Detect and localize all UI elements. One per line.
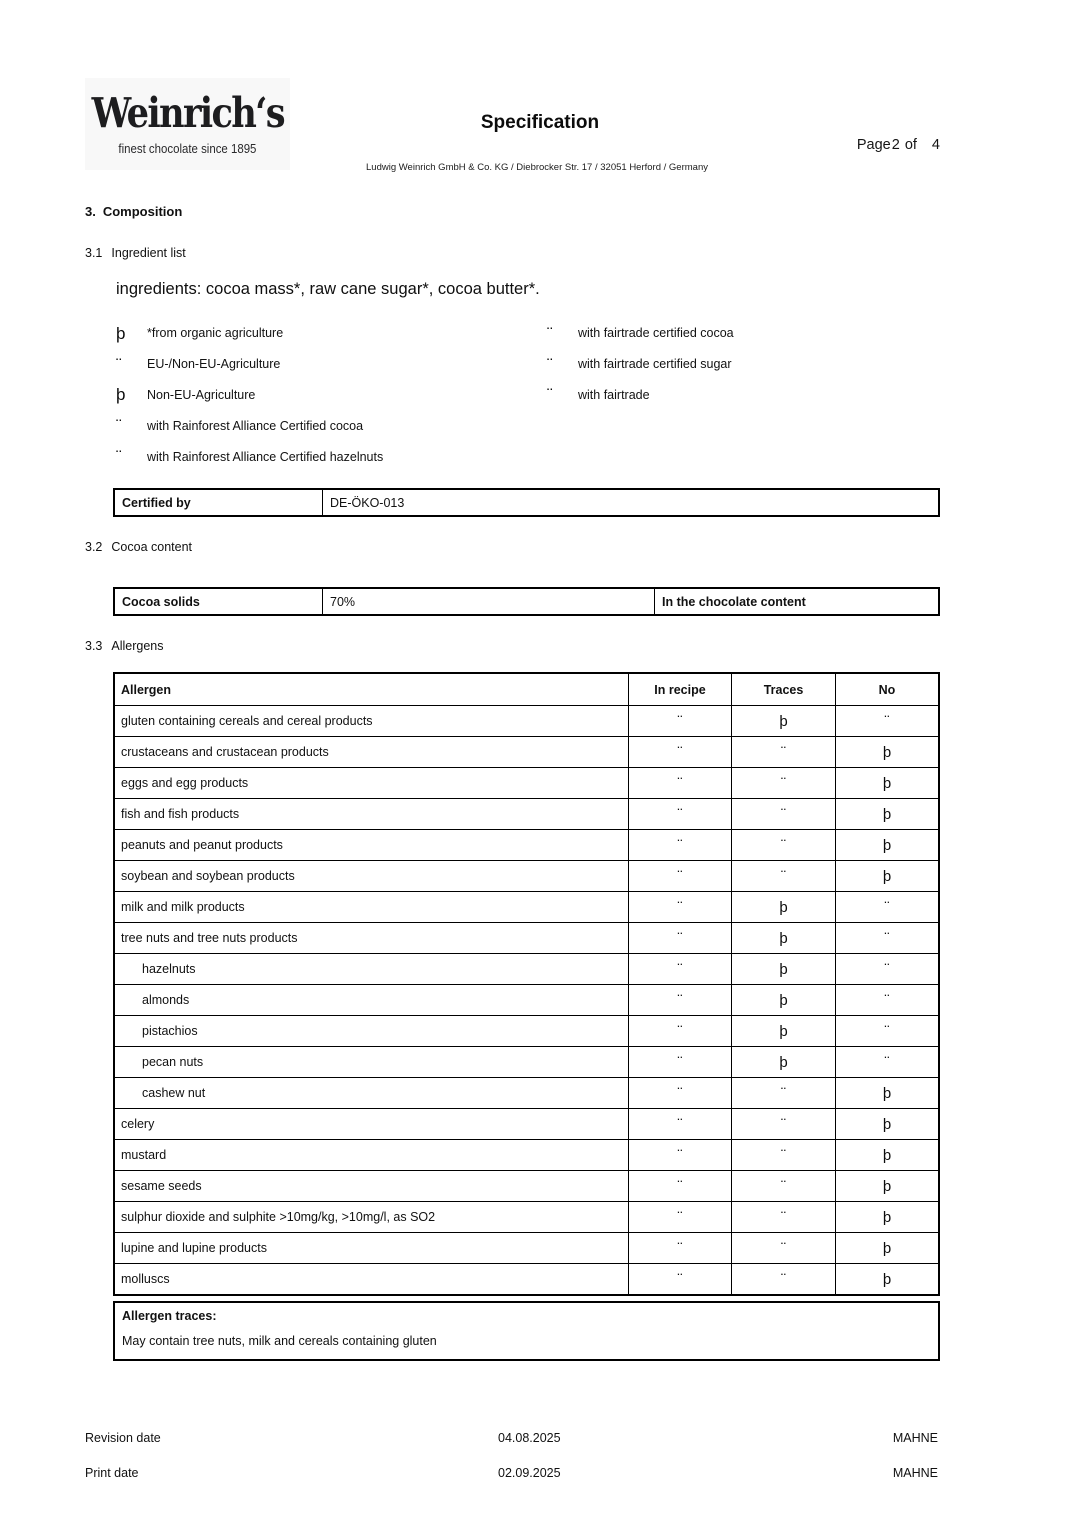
column-header-no: No [835,674,938,705]
checkbox-checked-icon: þ [779,1053,788,1071]
column-header-in-recipe: In recipe [628,674,731,705]
page-total: 4 [931,137,940,153]
page-current: 2 [891,137,900,153]
cocoa-content-table [113,587,940,616]
checkbox-unchecked-icon: ¨ [677,805,683,823]
table-row [115,1046,938,1077]
print-date-label: Print date [85,1466,139,1480]
ingredients-text: ingredients: cocoa mass*, raw cane sugar*, cocoa butter*. [116,280,540,298]
checkbox-unchecked-icon: ¨ [781,743,786,761]
checkbox-unchecked-icon: ¨ [677,774,683,792]
allergen-name: hazelnuts [142,962,196,976]
allergen-name: molluscs [121,1272,170,1286]
checkbox-unchecked-icon: ¨ [547,354,553,374]
checkbox-unchecked-icon: ¨ [781,1208,786,1226]
allergen-traces-text: May contain tree nuts, milk and cereals containing gluten [122,1334,437,1348]
allergen-traces-label: Allergen traces: [122,1309,217,1323]
print-author: MAHNE [892,1466,938,1480]
checkbox-unchecked-icon: ¨ [677,1270,683,1288]
table-row [115,984,938,1015]
checkbox-unchecked-icon: ¨ [677,1053,683,1071]
section-title: Cocoa content [111,540,192,554]
checkbox-unchecked-icon: ¨ [677,1208,683,1226]
allergen-name: lupine and lupine products [121,1241,267,1255]
checkbox-unchecked-icon: ¨ [677,1239,683,1257]
table-row [115,1170,938,1201]
section-heading-cocoa-content [85,540,192,554]
allergens-table-header-row [115,674,938,705]
section-title: Ingredient list [111,246,186,260]
checkbox-unchecked-icon: ¨ [884,960,890,978]
allergen-name: fish and fish products [121,807,240,821]
option-row [116,380,383,411]
allergen-name: tree nuts and tree nuts products [121,931,298,945]
checkbox-unchecked-icon: ¨ [677,991,683,1009]
checkbox-unchecked-icon: ¨ [677,929,683,947]
table-row [115,1108,938,1139]
brand-wordmark: Weinrich‘s [91,88,284,137]
option-label: Non-EU-Agriculture [147,387,256,402]
section-title: Composition [102,204,183,219]
allergen-name: almonds [142,993,190,1007]
checkbox-checked-icon: þ [882,1177,892,1195]
footer-print-row [85,1466,940,1482]
option-row [547,318,734,349]
checkbox-unchecked-icon: ¨ [781,774,786,792]
certified-by-label: Certified by [122,495,191,510]
option-row [116,410,383,441]
allergen-name: sesame seeds [121,1179,202,1193]
table-row [115,891,938,922]
section-number: 3.1 [85,246,103,260]
checkbox-checked-icon: þ [882,836,892,854]
checkbox-checked-icon: þ [882,805,892,823]
section-title: Allergens [111,639,164,653]
checkbox-checked-icon: þ [882,1208,892,1226]
column-header-traces: Traces [731,674,835,705]
option-label: with fairtrade certified cocoa [578,326,734,341]
footer-revision-row [85,1431,940,1447]
checkbox-checked-icon: þ [779,1022,788,1040]
checkbox-unchecked-icon: ¨ [781,867,786,885]
checkbox-unchecked-icon: ¨ [677,836,683,854]
allergen-name: gluten containing cereals and cereal products [121,714,373,728]
section-heading-ingredient-list [85,246,186,260]
page-number-indicator [857,137,940,153]
option-row [116,318,383,349]
option-row [116,349,383,380]
checkbox-unchecked-icon: ¨ [781,805,786,823]
company-address-line: Ludwig Weinrich GmbH & Co. KG / Diebrocker Str. 17 / 32051 Herford / Germany [366,162,708,173]
checkbox-unchecked-icon: ¨ [781,1146,786,1164]
table-row [115,922,938,953]
checkbox-checked-icon: þ [779,898,788,916]
allergens-table [113,672,940,1296]
allergen-name: milk and milk products [121,900,245,914]
allergen-name: peanuts and peanut products [121,838,283,852]
checkbox-checked-icon: þ [116,385,126,405]
checkbox-unchecked-icon: ¨ [884,929,890,947]
agriculture-options-list [116,318,383,472]
page-of-label: of [904,137,917,153]
checkbox-checked-icon: þ [779,960,788,978]
cocoa-solids-label: Cocoa solids [122,594,200,609]
checkbox-unchecked-icon: ¨ [677,743,683,761]
checkbox-unchecked-icon: ¨ [884,712,890,730]
checkbox-unchecked-icon: ¨ [677,867,683,885]
checkbox-checked-icon: þ [882,867,892,885]
print-date-value: 02.09.2025 [498,1466,561,1480]
checkbox-unchecked-icon: ¨ [677,1022,683,1040]
checkbox-checked-icon: þ [882,1270,892,1288]
section-number: 3.3 [85,639,103,653]
checkbox-unchecked-icon: ¨ [116,447,122,467]
brand-tagline: finest chocolate since 1895 [118,140,257,156]
checkbox-checked-icon: þ [779,929,788,947]
checkbox-unchecked-icon: ¨ [677,1115,683,1133]
table-row [115,1139,938,1170]
allergen-name: mustard [121,1148,167,1162]
allergen-name: crustaceans and crustacean products [121,745,329,759]
option-label: with Rainforest Alliance Certified hazelnuts [147,449,384,464]
checkbox-unchecked-icon: ¨ [547,385,553,405]
certified-by-value: DE-ÖKO-013 [322,490,938,515]
checkbox-unchecked-icon: ¨ [116,416,122,436]
option-row [547,380,734,411]
checkbox-unchecked-icon: ¨ [677,1177,683,1195]
checkbox-checked-icon: þ [882,774,892,792]
checkbox-unchecked-icon: ¨ [781,1115,786,1133]
checkbox-unchecked-icon: ¨ [884,1053,890,1071]
option-row [116,441,383,472]
column-header-allergen: Allergen [121,682,172,697]
allergen-name: celery [121,1117,155,1131]
allergen-name: sulphur dioxide and sulphite >10mg/kg, >10mg/l, as SO2 [121,1210,436,1224]
checkbox-checked-icon: þ [779,991,788,1009]
checkbox-checked-icon: þ [882,1084,892,1102]
checkbox-unchecked-icon: ¨ [677,1146,683,1164]
checkbox-checked-icon: þ [882,1146,892,1164]
checkbox-unchecked-icon: ¨ [781,836,786,854]
option-label: with fairtrade certified sugar [578,357,732,372]
table-row [115,1263,938,1294]
checkbox-checked-icon: þ [116,323,126,343]
certified-by-table [113,488,940,517]
option-label: with fairtrade [578,387,650,402]
checkbox-unchecked-icon: ¨ [547,323,553,343]
allergen-traces-box [113,1301,940,1361]
table-row [115,829,938,860]
section-number: 3. [85,204,96,219]
page-label: Page [856,137,891,153]
table-row [115,1232,938,1263]
table-row [115,736,938,767]
table-row [115,767,938,798]
allergen-name: pistachios [142,1024,198,1038]
allergen-name: soybean and soybean products [121,869,295,883]
revision-author: MAHNE [892,1431,938,1445]
table-row [115,798,938,829]
document-title: Specification [480,112,600,133]
checkbox-checked-icon: þ [882,1239,892,1257]
checkbox-unchecked-icon: ¨ [781,1084,786,1102]
allergen-name: cashew nut [142,1086,206,1100]
table-row [115,1015,938,1046]
checkbox-unchecked-icon: ¨ [781,1239,786,1257]
option-label: *from organic agriculture [147,326,284,341]
section-number: 3.2 [85,540,103,554]
section-heading-composition [85,204,182,219]
checkbox-unchecked-icon: ¨ [677,712,683,730]
option-label: EU-/Non-EU-Agriculture [147,357,281,372]
checkbox-unchecked-icon: ¨ [677,960,683,978]
table-row [115,1201,938,1232]
table-row [115,860,938,891]
checkbox-unchecked-icon: ¨ [781,1270,786,1288]
table-row [115,953,938,984]
checkbox-unchecked-icon: ¨ [884,1022,890,1040]
section-heading-allergens [85,639,164,653]
checkbox-unchecked-icon: ¨ [677,1084,683,1102]
checkbox-unchecked-icon: ¨ [781,1177,786,1195]
table-row [115,705,938,736]
table-row [115,1077,938,1108]
checkbox-checked-icon: þ [882,1115,892,1133]
revision-date-label: Revision date [85,1431,161,1445]
checkbox-checked-icon: þ [779,712,788,730]
allergen-name: pecan nuts [142,1055,204,1069]
cocoa-solids-note: In the chocolate content [654,589,938,614]
checkbox-checked-icon: þ [882,743,892,761]
option-label: with Rainforest Alliance Certified cocoa [147,418,364,433]
cocoa-solids-value: 70% [322,589,654,614]
checkbox-unchecked-icon: ¨ [677,898,683,916]
checkbox-unchecked-icon: ¨ [884,898,890,916]
fairtrade-options-list [547,318,734,410]
checkbox-unchecked-icon: ¨ [884,991,890,1009]
checkbox-unchecked-icon: ¨ [116,354,122,374]
revision-date-value: 04.08.2025 [498,1431,561,1445]
option-row [547,349,734,380]
allergen-name: eggs and egg products [121,776,249,790]
